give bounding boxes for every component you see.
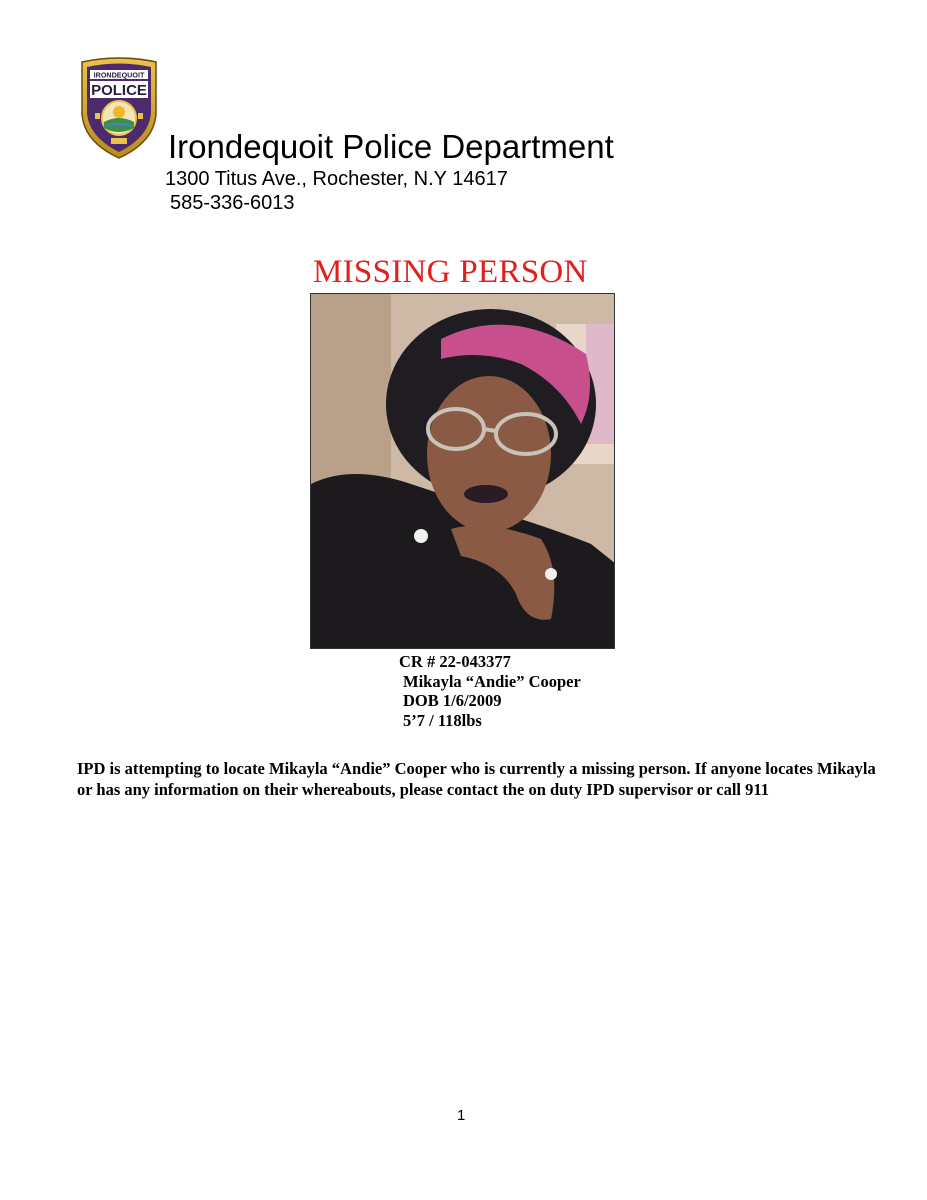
svg-text:IRONDEQUOIT: IRONDEQUOIT xyxy=(93,70,145,80)
page-number: 1 xyxy=(457,1107,466,1124)
person-name: Mikayla “Andie” Cooper xyxy=(403,671,581,691)
missing-person-photo xyxy=(310,293,615,649)
police-badge-logo xyxy=(78,56,160,160)
date-of-birth: DOB 1/6/2009 xyxy=(403,691,502,710)
height-weight: 5’7 / 118lbs xyxy=(403,710,482,730)
svg-text:POLICE: POLICE xyxy=(91,82,147,99)
missing-person-heading: MISSING PERSON xyxy=(313,254,588,290)
notice-body-text: IPD is attempting to locate Mikayla “Andie” Cooper who is currently a missing person. If anyone locates Mikayla or has any information on their whereabouts, please contact the on duty IPD supervisor or call 911 xyxy=(77,759,876,799)
person-details xyxy=(399,652,581,730)
case-number: CR # 22-043377 xyxy=(399,652,511,671)
agency-phone: 585-336-6013 xyxy=(170,192,295,214)
badge-shield-icon xyxy=(78,56,160,160)
portrait-image xyxy=(311,294,615,649)
agency-address: 1300 Titus Ave., Rochester, N.Y 14617 xyxy=(165,168,508,190)
agency-name: Irondequoit Police Department xyxy=(168,128,614,165)
